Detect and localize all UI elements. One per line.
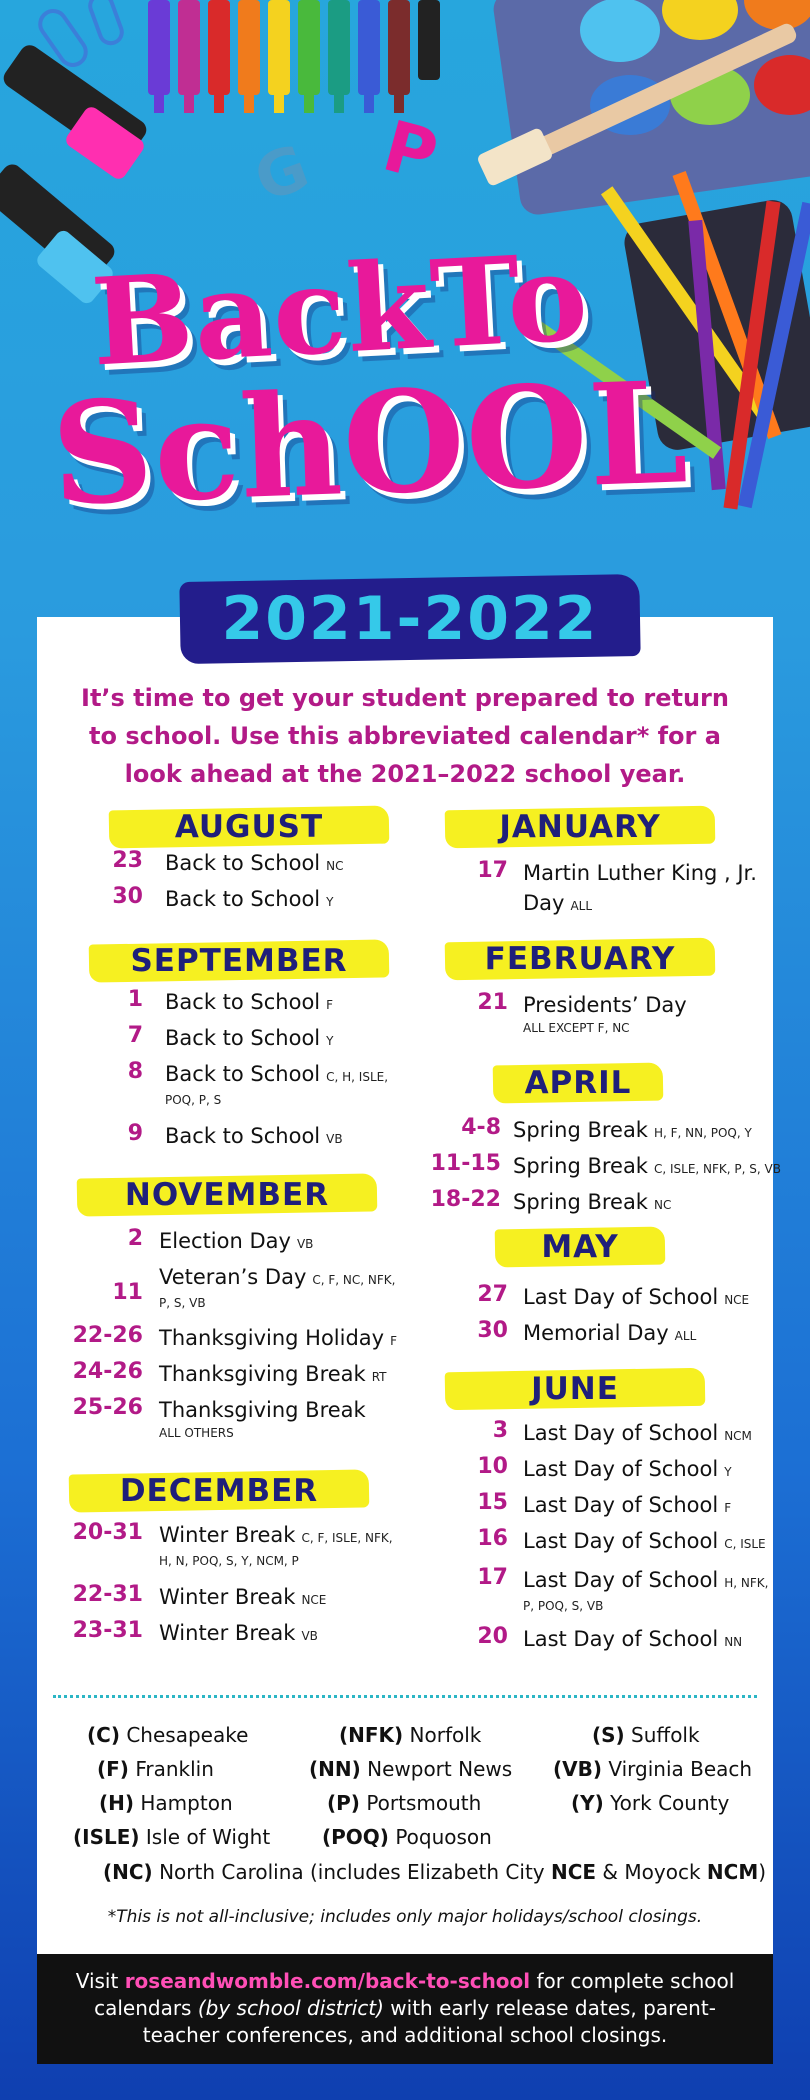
- event-name: Spring Break: [513, 1118, 648, 1142]
- event-codes: F: [724, 1501, 732, 1515]
- legend-item-y: [571, 1791, 729, 1815]
- calendar-event: [37, 1262, 437, 1312]
- month-name: FEBRUARY: [484, 941, 676, 977]
- event-name: Last Day of School: [523, 1493, 719, 1517]
- event-codes: C, H, ISLE,: [326, 1070, 389, 1084]
- footer-text-1: for complete school calendars: [94, 1969, 735, 2020]
- event-date: 24-26: [72, 1359, 143, 1384]
- event-codes-continued: ALL OTHERS: [159, 1426, 234, 1440]
- event-name: Thanksgiving Break: [159, 1362, 366, 1386]
- intro-text: It’s time to get your student prepared to return to school. Use this abbreviated calendar* for a look ahead at the 2021–2022 school year.: [81, 684, 729, 788]
- event-codes: H, NFK,: [724, 1576, 769, 1590]
- legend-name: Franklin: [135, 1757, 214, 1781]
- legend-item-vb: [553, 1757, 752, 1781]
- markers-icon: [148, 0, 440, 113]
- event-codes: VB: [301, 1629, 318, 1643]
- event-date: 25-26: [72, 1395, 143, 1420]
- month-name: DECEMBER: [119, 1473, 319, 1509]
- event-date: 30: [112, 884, 143, 909]
- event-date: 7: [127, 1023, 143, 1048]
- legend-name: Hampton: [140, 1791, 233, 1815]
- month-april: [493, 1058, 663, 1108]
- event-date: 3: [492, 1418, 508, 1443]
- calendar-event: [37, 1059, 437, 1109]
- legend-name: Isle of Wight: [145, 1825, 271, 1849]
- event-date: 15: [477, 1490, 508, 1515]
- event-name: Back to School: [165, 1124, 321, 1148]
- event-name: Back to School: [165, 887, 321, 911]
- calendar-card: [37, 617, 781, 1954]
- event-codes: NC: [653, 1198, 672, 1212]
- legend-name: Virginia Beach: [608, 1757, 753, 1781]
- calendar-event: [405, 858, 773, 918]
- event-codes: Y: [326, 1034, 334, 1048]
- legend-name: Portsmouth: [366, 1791, 482, 1815]
- event-codes: RT: [371, 1370, 387, 1384]
- month-june: [445, 1364, 705, 1414]
- event-codes: H, F, NN, POQ, Y: [653, 1126, 752, 1140]
- legend-code: (VB): [553, 1757, 603, 1781]
- month-name: APRIL: [524, 1065, 632, 1101]
- event-name: Winter Break: [159, 1621, 296, 1645]
- legend-item-nc: (NC) North Carolina (includes Elizabeth City NCE & Moyock NCM): [103, 1860, 767, 1884]
- event-codes: F: [326, 998, 334, 1012]
- event-codes: NCE: [724, 1293, 750, 1307]
- event-date: 21: [477, 990, 508, 1015]
- legend-code: (POQ): [322, 1825, 389, 1849]
- hero-area: [0, 0, 810, 640]
- footer-bar: [37, 1954, 773, 2064]
- legend-item-p: [327, 1791, 481, 1815]
- month-january: [445, 802, 715, 852]
- event-date: 8: [127, 1059, 143, 1084]
- event-codes: NC: [326, 859, 344, 873]
- calendar-event: [37, 1520, 437, 1570]
- event-name: Thanksgiving Break: [159, 1398, 366, 1422]
- event-date: 20-31: [72, 1520, 143, 1545]
- legend-item-s: [592, 1723, 700, 1747]
- legend-item-f: [97, 1757, 214, 1781]
- svg-text:P: P: [374, 104, 446, 198]
- event-name: Memorial Day: [523, 1321, 669, 1345]
- event-date: 17: [477, 858, 508, 883]
- event-name: Spring Break: [513, 1190, 648, 1214]
- event-name: Back to School: [165, 990, 321, 1014]
- legend-name: Norfolk: [409, 1723, 482, 1747]
- calendar-event: [37, 1395, 437, 1445]
- event-date: 20: [477, 1624, 508, 1649]
- legend-code: (P): [327, 1791, 360, 1815]
- event-name: Last Day of School: [523, 1421, 719, 1445]
- month-february: [445, 934, 715, 984]
- month-name: SEPTEMBER: [130, 943, 348, 979]
- legend-item-h: [99, 1791, 233, 1815]
- event-name: Presidents’ Day: [523, 993, 687, 1017]
- month-name: NOVEMBER: [124, 1177, 330, 1213]
- event-date: 22-31: [72, 1582, 143, 1607]
- event-codes-continued: P, POQ, S, VB: [523, 1599, 604, 1613]
- school-year: 2021-2022: [221, 584, 599, 654]
- event-date: 23-31: [72, 1618, 143, 1643]
- event-date: 10: [477, 1454, 508, 1479]
- legend-subcode: NCE: [550, 1860, 597, 1884]
- event-name: Back to School: [165, 1026, 321, 1050]
- event-codes: VB: [326, 1132, 343, 1146]
- event-date: 22-26: [72, 1323, 143, 1348]
- disclaimer: *This is not all-inclusive; includes only major holidays/school closings.: [107, 1907, 703, 1927]
- event-name: Last Day of School: [523, 1457, 719, 1481]
- event-codes: VB: [296, 1237, 314, 1251]
- event-name: Martin Luther King , Jr.: [523, 861, 757, 885]
- legend-name: Suffolk: [631, 1723, 700, 1747]
- month-september: [89, 936, 389, 986]
- website-link[interactable]: roseandwomble.com/back-to-school: [124, 1969, 531, 1993]
- footer-text-2: with early release dates, parent-teacher conferences, and additional school closings.: [142, 1996, 716, 2047]
- event-name: Last Day of School: [523, 1568, 719, 1592]
- legend-code: (NC): [103, 1860, 153, 1884]
- event-codes: C, F, ISLE, NFK,: [301, 1531, 393, 1545]
- event-codes: C, ISLE: [724, 1537, 766, 1551]
- legend-code: (NFK): [339, 1723, 404, 1747]
- event-codes-continued: P, S, VB: [159, 1296, 206, 1310]
- legend-code: (Y): [571, 1791, 604, 1815]
- event-codes: NN: [724, 1635, 743, 1649]
- legend-item-c: [87, 1723, 248, 1747]
- dotted-divider: [53, 1695, 757, 1698]
- event-name: Election Day: [159, 1229, 291, 1253]
- legend-item-nfk: [339, 1723, 481, 1747]
- legend-name: North Carolina (includes Elizabeth City: [159, 1860, 545, 1884]
- event-name: Winter Break: [159, 1523, 296, 1547]
- legend-item-poq: [322, 1825, 492, 1849]
- event-date: 2: [127, 1226, 143, 1251]
- legend-name: Poquoson: [395, 1825, 492, 1849]
- legend-subcode: NCM: [706, 1860, 759, 1884]
- month-december: [69, 1466, 369, 1516]
- legend-code: (C): [87, 1723, 120, 1747]
- event-date: 30: [477, 1318, 508, 1343]
- event-codes: Y: [326, 895, 334, 909]
- event-codes: ALL: [674, 1329, 697, 1343]
- footer-text: [67, 1968, 743, 2049]
- event-name: Thanksgiving Holiday: [159, 1326, 385, 1350]
- event-name: Back to School: [165, 851, 321, 875]
- month-november: [77, 1170, 377, 1220]
- legend-item-nn: [309, 1757, 512, 1781]
- event-name-continued: Day: [523, 891, 565, 915]
- title-line-2: SchOOL: [49, 351, 691, 538]
- event-name: Last Day of School: [523, 1285, 719, 1309]
- month-name: MAY: [541, 1229, 619, 1265]
- calendar-event: [405, 1565, 773, 1615]
- event-date: 16: [477, 1526, 508, 1551]
- event-codes-continued: ALL EXCEPT F, NC: [523, 1021, 630, 1035]
- month-august: [109, 802, 389, 852]
- footer-italic: (by school district): [197, 1996, 384, 2020]
- event-date: 9: [127, 1121, 143, 1146]
- back-to-school-title: [0, 226, 700, 538]
- event-codes: F: [390, 1334, 397, 1348]
- legend-item-isle: [73, 1825, 270, 1849]
- event-date: 27: [477, 1282, 508, 1307]
- legend-code: (NN): [309, 1757, 361, 1781]
- calendar-event: [405, 990, 773, 1040]
- paint-palette-icon: [476, 0, 810, 217]
- month-may: [495, 1222, 665, 1272]
- event-codes: C, ISLE, NFK, P, S, VB: [653, 1162, 781, 1176]
- event-codes: NCE: [301, 1593, 327, 1607]
- event-codes-continued: H, N, POQ, S, Y, NCM, P: [159, 1554, 299, 1568]
- legend-code: (S): [592, 1723, 625, 1747]
- event-codes: ALL: [570, 899, 593, 913]
- legend-name: Newport News: [367, 1757, 513, 1781]
- footer-visit: Visit: [75, 1969, 119, 1993]
- legend-code: (ISLE): [73, 1825, 140, 1849]
- event-name: Last Day of School: [523, 1529, 719, 1553]
- event-date: 1: [127, 987, 143, 1012]
- event-date: 11: [112, 1280, 143, 1305]
- event-name: Last Day of School: [523, 1627, 719, 1651]
- title-line-1: BackTo: [88, 226, 592, 394]
- event-date: 23: [112, 848, 143, 873]
- event-date: 11-15: [430, 1151, 501, 1176]
- event-date: 17: [477, 1565, 508, 1590]
- month-name: JANUARY: [499, 809, 661, 845]
- event-name: Back to School: [165, 1062, 321, 1086]
- event-codes: C, F, NC, NFK,: [312, 1273, 396, 1287]
- event-name: Winter Break: [159, 1585, 296, 1609]
- event-date: 4-8: [461, 1115, 501, 1140]
- event-date: 18-22: [430, 1187, 501, 1212]
- legend-code: (H): [99, 1791, 135, 1815]
- legend-code: (F): [97, 1757, 129, 1781]
- month-name: JUNE: [531, 1371, 619, 1407]
- event-codes: Y: [724, 1465, 732, 1479]
- event-name: Veteran’s Day: [159, 1265, 307, 1289]
- event-name: Spring Break: [513, 1154, 648, 1178]
- svg-text:G: G: [245, 130, 319, 217]
- month-name: AUGUST: [174, 809, 324, 845]
- event-codes: NCM: [724, 1429, 752, 1443]
- legend-name: Chesapeake: [126, 1723, 249, 1747]
- event-codes-continued: POQ, P, S: [165, 1093, 222, 1107]
- legend-name: York County: [610, 1791, 730, 1815]
